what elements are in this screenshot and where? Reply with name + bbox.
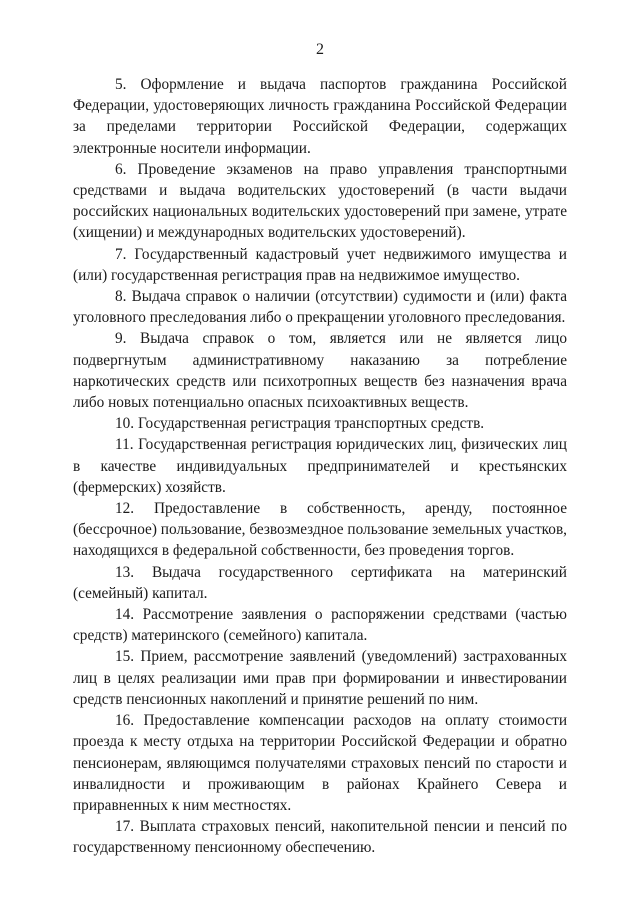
- list-item-15: 15. Прием, рассмотрение заявлений (уведомлений) застрахованных лиц в целях реализации ими прав при формировании и инвестировании средств пенсионных накоплений и принятие решений по ним.: [73, 648, 567, 708]
- list-item-13: 13. Выдача государственного сертификата на материнский (семейный) капитал.: [73, 563, 567, 602]
- list-item-17: 17. Выплата страховых пенсий, накопительной пенсии и пенсий по государственному пенсионному обеспечению.: [73, 818, 567, 857]
- document-body: [73, 74, 567, 859]
- list-item-12: 12. Предоставление в собственность, аренду, постоянное (бессрочное) пользование, безвозмездное пользование земельных участков, находящихся в федеральной собственности, без проведения торгов.: [73, 500, 567, 560]
- list-item-16: 16. Предоставление компенсации расходов на оплату стоимости проезда к месту отдыха на территории Российской Федерации и обратно пенсионерам, являющимся получателями страховых пенсий по старости и инвалидности и проживающим в районах Крайнего Севера и приравненных к ним местностях.: [73, 712, 567, 814]
- page-number: 2: [316, 41, 324, 58]
- list-item-5: 5. Оформление и выдача паспортов гражданина Российской Федерации, удостоверяющих личность гражданина Российской Федерации за пределами территории Российской Федерации, содержащих электронные носители информации.: [73, 76, 567, 157]
- list-item-9: 9. Выдача справок о том, является или не является лицо подвергнутым административному наказанию за потребление наркотических средств или психотропных веществ без назначения врача либо новых потенциально опасных психоактивных веществ.: [73, 330, 567, 412]
- list-item-14: 14. Рассмотрение заявления о распоряжении средствами (частью средств) материнского (семейного) капитала.: [73, 606, 567, 645]
- list-item-8: 8. Выдача справок о наличии (отсутствии) судимости и (или) факта уголовного преследования либо о прекращении уголовного преследования.: [73, 288, 567, 327]
- list-item-7: 7. Государственный кадастровый учет недвижимого имущества и (или) государственная регистрация прав на недвижимое имущество.: [73, 245, 567, 284]
- list-item-10: 10. Государственная регистрация транспортных средств.: [115, 415, 485, 433]
- list-item-11: 11. Государственная регистрация юридических лиц, физических лиц в качестве индивидуальных предпринимателей и крестьянских (фермерских) хозяйств.: [73, 436, 567, 496]
- list-item-6: 6. Проведение экзаменов на право управления транспортными средствами и выдача водительских удостоверений (в части выдачи российских национальных водительских удостоверений при замене, утрате (хищении) и международных водительских удостоверений).: [73, 160, 567, 242]
